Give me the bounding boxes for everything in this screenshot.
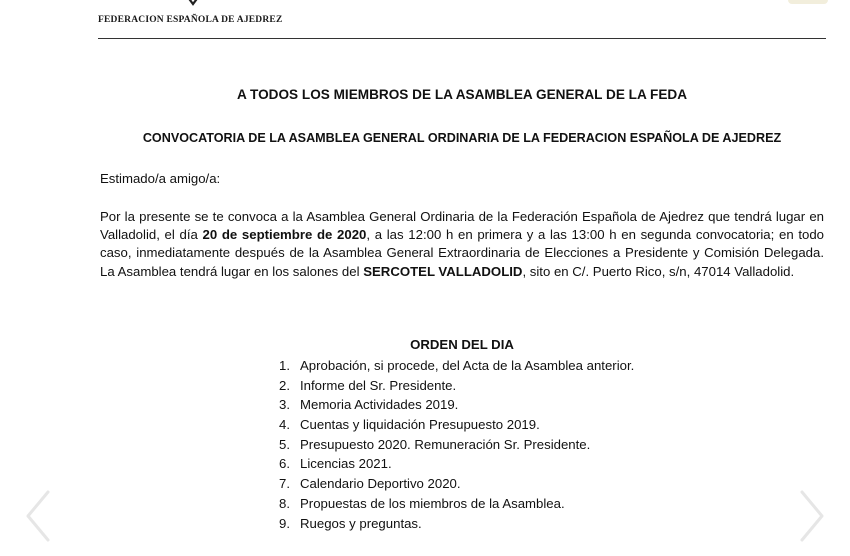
paragraph-text-1: Por la presente se te convoca a la Asamblea General Ordinaria de la Federación Española de Ajedrez que tendrá lugar en Valladolid, el día bbox=[100, 209, 824, 243]
agenda-item bbox=[260, 494, 634, 514]
agenda-item bbox=[260, 415, 634, 435]
agenda-item-number: 2. bbox=[279, 377, 290, 393]
meeting-date: 20 de septiembre de 2020 bbox=[202, 227, 367, 243]
agenda-item-text: Presupuesto 2020. Remuneración Sr. Presidente. bbox=[300, 436, 591, 452]
agenda-item-number: 9. bbox=[279, 515, 290, 531]
agenda-item-text: Cuentas y liquidación Presupuesto 2019. bbox=[300, 417, 540, 433]
agenda-item bbox=[260, 376, 634, 396]
greeting: Estimado/a amigo/a: bbox=[100, 171, 221, 186]
agenda-item-text: Ruegos y preguntas. bbox=[300, 515, 422, 531]
agenda-item bbox=[260, 356, 634, 376]
agenda-item bbox=[260, 435, 634, 455]
agenda-item-text: Informe del Sr. Presidente. bbox=[300, 377, 457, 393]
agenda-item bbox=[260, 395, 634, 415]
agenda-item-number: 6. bbox=[279, 456, 290, 472]
document-title: A TODOS LOS MIEMBROS DE LA ASAMBLEA GENERAL DE LA FEDA bbox=[236, 87, 688, 102]
agenda-item-number: 3. bbox=[279, 397, 290, 413]
corner-decoration bbox=[788, 0, 828, 4]
federation-logo-icon bbox=[180, 0, 206, 8]
paragraph-text-3: , sito en C/. Puerto Rico, s/n, 47014 Valladolid. bbox=[522, 263, 795, 279]
agenda-item-number: 1. bbox=[279, 358, 290, 373]
agenda-item-number: 4. bbox=[279, 417, 290, 433]
convocation-paragraph bbox=[100, 208, 824, 281]
agenda-item-text: Aprobación, si procede, del Acta de la Asamblea anterior. bbox=[300, 358, 635, 373]
chevron-left-icon[interactable] bbox=[18, 486, 58, 546]
organization-name: FEDERACION ESPAÑOLA DE AJEDREZ bbox=[98, 15, 283, 25]
document-subtitle: CONVOCATORIA DE LA ASAMBLEA GENERAL ORDINARIA DE LA FEDERACION ESPAÑOLA DE AJEDREZ bbox=[142, 131, 782, 145]
chevron-right-icon[interactable] bbox=[792, 486, 832, 546]
agenda-item-number: 5. bbox=[279, 436, 290, 452]
agenda-item bbox=[260, 474, 634, 494]
agenda-item bbox=[260, 454, 634, 474]
agenda-item bbox=[260, 514, 634, 534]
paragraph-text-2: , a las 12:00 h en primera y a las 13:00 h en segunda convocatoria; en todo caso, inmediatamente después de la Asamblea General Extraordinaria de Elecciones a Presidente y Comisión Delegada. La Asamblea tendrá lugar en los salones del bbox=[100, 227, 824, 279]
agenda-item-text: Calendario Deportivo 2020. bbox=[300, 476, 461, 492]
agenda-item-text: Propuestas de los miembros de la Asamblea. bbox=[300, 495, 565, 511]
agenda-title: ORDEN DEL DIA bbox=[410, 337, 514, 352]
agenda-item-number: 7. bbox=[279, 476, 290, 492]
agenda-item-text: Memoria Actividades 2019. bbox=[300, 397, 459, 413]
header-divider bbox=[98, 38, 826, 39]
agenda-item-number: 8. bbox=[279, 495, 290, 511]
agenda-list bbox=[260, 356, 634, 533]
meeting-venue: SERCOTEL VALLADOLID bbox=[363, 263, 523, 279]
agenda-item-text: Licencias 2021. bbox=[300, 456, 392, 472]
